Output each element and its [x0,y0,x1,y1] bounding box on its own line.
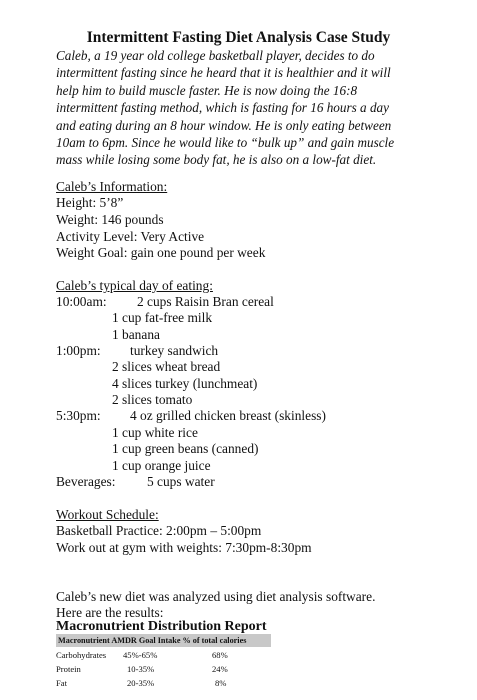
table-header [56,634,271,647]
table-cell: 68% [212,650,228,660]
meal-item: 2 slices tomato [112,392,193,407]
meal-item: turkey sandwich [130,343,219,358]
meal-item: 1 cup green beans (canned) [112,441,259,456]
intro-line: intermittent fasting method, which is fasting for 16 hours a day [56,100,389,116]
meal-item: 1 cup fat-free milk [112,310,213,325]
eating-heading: Caleb’s typical day of eating: [56,278,213,293]
meal-item: 4 slices turkey (lunchmeat) [112,376,258,391]
table-cell: 20-35% [127,678,155,688]
intro-line: help him to build muscle faster. He is now doing the 16:8 [56,82,358,98]
info-height: Height: 5’8” [56,195,124,210]
table-cell: 10-35% [127,664,155,674]
table-cell: Carbohydrates [56,650,107,660]
meal-time-dinner: 5:30pm: [56,408,101,423]
workout-gym: Work out at gym with weights: 7:30pm-8:30pm [56,540,312,555]
meal-time-lunch: 1:00pm: [56,343,101,358]
column-header: % of total calories [182,636,247,645]
beverages-label: Beverages: [56,474,116,489]
beverages-value: 5 cups water [147,474,215,489]
column-header: AMDR [111,636,137,645]
intro-line: and eating during an 8 hour window. He is only eating between [56,117,392,133]
column-header: Goal Intake [138,636,181,645]
intro-line: mass while losing some body fat, he is also on a low-fat diet. [56,152,377,168]
meal-item: 1 cup white rice [112,425,198,440]
column-header: Macronutrient [58,636,110,645]
intro-paragraph [56,47,428,169]
table-cell: Protein [56,664,81,674]
meal-item: 4 oz grilled chicken breast (skinless) [130,408,326,423]
table-cell: 24% [212,664,228,674]
intro-line: intermittent fasting since he heard that it is healthier and it will [56,65,391,81]
info-activity: Activity Level: Very Active [56,229,205,244]
table-cell: 45%-65% [123,650,158,660]
info-heading: Caleb’s Information: [56,179,168,194]
table-cell: Fat [56,678,67,688]
meal-time-breakfast: 10:00am: [56,294,107,309]
intro-line: 10am to 6pm. Since he would like to “bulk up” and gain muscle [56,135,395,151]
info-weight: Weight: 146 pounds [56,212,164,227]
meal-item: 2 cups Raisin Bran cereal [137,294,274,309]
workout-practice: Basketball Practice: 2:00pm – 5:00pm [56,523,262,538]
page-title: Intermittent Fasting Diet Analysis Case Study [86,29,391,46]
meal-item: 2 slices wheat bread [112,359,221,374]
results-intro: Caleb’s new diet was analyzed using diet analysis software. [56,589,376,604]
intro-line: Caleb, a 19 year old college basketball player, decides to do [56,48,375,63]
workout-heading: Workout Schedule: [56,507,159,522]
report-title: Macronutrient Distribution Report [56,619,267,634]
results-intro-2: Here are the results: [56,605,164,620]
meal-item: 1 cup orange juice [112,458,211,473]
info-weight-goal: Weight Goal: gain one pound per week [56,245,266,260]
table-cell: 8% [215,678,227,688]
meal-item: 1 banana [112,327,160,342]
